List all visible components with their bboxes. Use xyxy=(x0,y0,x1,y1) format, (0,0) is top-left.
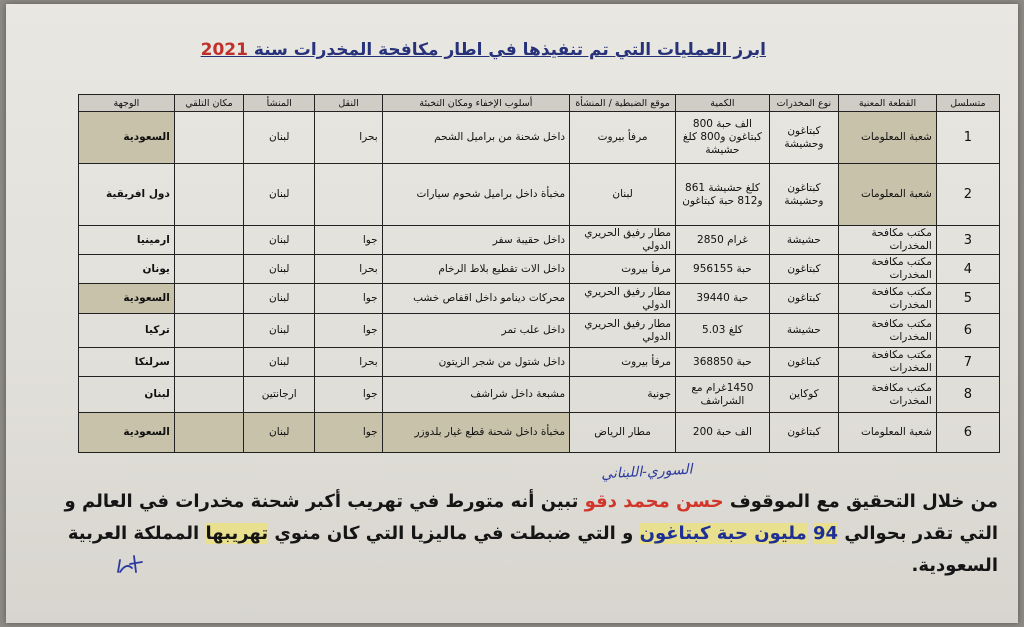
cell-quantity: كلغ حشيشة 861 و812 حبة كبتاغون xyxy=(676,164,770,226)
seizure-amount: 94 xyxy=(813,523,839,544)
cell-quantity: 1450غرام مع الشراشف xyxy=(676,377,770,413)
cell-destination: ارمينيا xyxy=(79,226,175,255)
smuggle-word: تهريبها xyxy=(205,523,269,544)
cell-seizure-location: جونية xyxy=(570,377,676,413)
cell-concealment: مشبعة داخل شراشف xyxy=(382,377,569,413)
paragraph-part-4: المملكة العربية السعودية. xyxy=(67,523,998,576)
cell-unit: شعبة المعلومات xyxy=(839,164,937,226)
cell-receiving-place xyxy=(174,255,243,284)
table-row xyxy=(79,226,1000,255)
header-drug-type: نوع المخدرات xyxy=(769,95,838,112)
table-row xyxy=(79,413,1000,453)
cell-origin: لبنان xyxy=(244,284,315,314)
header-serial: متسلسل xyxy=(936,95,999,112)
cell-unit: مكتب مكافحة المخدرات xyxy=(839,255,937,284)
header-origin: المنشأ xyxy=(244,95,315,112)
cell-serial: 6 xyxy=(936,413,999,453)
cell-transport: جوا xyxy=(315,314,382,348)
cell-receiving-place xyxy=(174,284,243,314)
cell-transport: بحرا xyxy=(315,255,382,284)
cell-receiving-place xyxy=(174,348,243,377)
cell-receiving-place xyxy=(174,112,243,164)
cell-transport: جوا xyxy=(315,377,382,413)
cell-drug-type: حشيشة xyxy=(769,314,838,348)
cell-destination: يونان xyxy=(79,255,175,284)
table-row xyxy=(79,377,1000,413)
cell-destination: السعودية xyxy=(79,413,175,453)
cell-receiving-place xyxy=(174,413,243,453)
cell-serial: 7 xyxy=(936,348,999,377)
cell-origin: لبنان xyxy=(244,226,315,255)
document-title xyxy=(200,40,766,62)
paragraph-part-1: من خلال التحقيق مع الموقوف xyxy=(729,491,998,512)
cell-serial: 6 xyxy=(936,314,999,348)
table-row xyxy=(79,314,1000,348)
cell-seizure-location: لبنان xyxy=(570,164,676,226)
cell-concealment: داخل علب تمر xyxy=(382,314,569,348)
cell-quantity: كلغ 5.03 xyxy=(676,314,770,348)
cell-origin: لبنان xyxy=(244,413,315,453)
cell-seizure-location: مطار الرياض xyxy=(570,413,676,453)
cell-serial: 8 xyxy=(936,377,999,413)
cell-unit: مكتب مكافحة المخدرات xyxy=(839,314,937,348)
header-seizure-location: موقع الضبطية / المنشأة xyxy=(570,95,676,112)
cell-origin: ارجانتين xyxy=(244,377,315,413)
header-receiving-place: مكان التلقي xyxy=(174,95,243,112)
cell-origin: لبنان xyxy=(244,164,315,226)
header-destination: الوجهة xyxy=(79,95,175,112)
cell-unit: مكتب مكافحة المخدرات xyxy=(839,226,937,255)
header-concealment: أسلوب الإخفاء ومكان التخبئة xyxy=(382,95,569,112)
cell-unit: مكتب مكافحة المخدرات xyxy=(839,377,937,413)
cell-concealment: داخل شتول من شجر الزيتون xyxy=(382,348,569,377)
cell-receiving-place xyxy=(174,164,243,226)
cell-unit: شعبة المعلومات xyxy=(839,112,937,164)
cell-origin: لبنان xyxy=(244,314,315,348)
title-year: 2021 xyxy=(200,40,248,60)
cell-drug-type: حشيشة xyxy=(769,226,838,255)
cell-concealment: محركات دينامو داخل اقفاص خشب xyxy=(382,284,569,314)
header-unit: القطعة المعنية xyxy=(839,95,937,112)
title-text: ابرز العمليات التي تم تنفيذها في اطار مكافحة المخدرات سنة xyxy=(253,40,766,60)
investigation-paragraph xyxy=(46,486,998,616)
cell-quantity: الف حبة 800 كبتاغون و800 كلغ حشيشة xyxy=(676,112,770,164)
cell-quantity: غرام 2850 xyxy=(676,226,770,255)
cell-seizure-location: مطار رفيق الحريري الدولي xyxy=(570,226,676,255)
cell-seizure-location: مطار رفيق الحريري الدولي xyxy=(570,284,676,314)
cell-unit: مكتب مكافحة المخدرات xyxy=(839,348,937,377)
cell-drug-type: كبتاغون xyxy=(769,348,838,377)
handwritten-annotation: السوري-اللبناني xyxy=(600,461,693,483)
cell-transport: بحرا xyxy=(315,348,382,377)
header-quantity: الكمية xyxy=(676,95,770,112)
header-transport: النقل xyxy=(315,95,382,112)
cell-quantity: الف حبة 200 xyxy=(676,413,770,453)
cell-origin: لبنان xyxy=(244,348,315,377)
cell-unit: مكتب مكافحة المخدرات xyxy=(839,284,937,314)
table-row xyxy=(79,255,1000,284)
cell-seizure-location: مرفأ بيروت xyxy=(570,112,676,164)
cell-concealment: داخل شحنة من براميل الشحم xyxy=(382,112,569,164)
cell-transport: جوا xyxy=(315,226,382,255)
cell-serial: 5 xyxy=(936,284,999,314)
paragraph-part-3: و التي ضبطت في ماليزيا التي كان منوي xyxy=(274,523,634,544)
cell-quantity: حبة 368850 xyxy=(676,348,770,377)
cell-unit: شعبة المعلومات xyxy=(839,413,937,453)
operations-table xyxy=(78,94,1000,453)
cell-origin: لبنان xyxy=(244,255,315,284)
cell-destination: تركيا xyxy=(79,314,175,348)
cell-serial: 1 xyxy=(936,112,999,164)
cell-serial: 2 xyxy=(936,164,999,226)
cell-serial: 4 xyxy=(936,255,999,284)
seizure-pills: مليون حبة كبتاغون xyxy=(639,523,807,544)
cell-transport: جوا xyxy=(315,413,382,453)
cell-concealment: مخبأة داخل براميل شحوم سيارات xyxy=(382,164,569,226)
table-row xyxy=(79,164,1000,226)
cell-destination: دول افريقية xyxy=(79,164,175,226)
cell-receiving-place xyxy=(174,226,243,255)
cell-quantity: حبة 956155 xyxy=(676,255,770,284)
cell-concealment: داخل حقيبة سفر xyxy=(382,226,569,255)
cell-concealment: مخبأة داخل شحنة قطع غيار بلدوزر xyxy=(382,413,569,453)
cell-destination: سرلنكا xyxy=(79,348,175,377)
suspect-name: حسن محمد دقو xyxy=(584,491,724,512)
cell-drug-type: كبتاغون وحشيشة xyxy=(769,112,838,164)
cell-drug-type: كبتاغون xyxy=(769,413,838,453)
paragraph-part-2: تبين أنه متورط في تهريب أكبر شحنة مخدرات في العالم و التي تقدر بحوالي xyxy=(64,491,998,544)
table-row xyxy=(79,284,1000,314)
cell-transport: جوا xyxy=(315,284,382,314)
cell-destination: السعودية xyxy=(79,112,175,164)
cell-serial: 3 xyxy=(936,226,999,255)
cell-destination: السعودية xyxy=(79,284,175,314)
cell-transport: بحرا xyxy=(315,112,382,164)
document-page xyxy=(6,4,1018,623)
cell-receiving-place xyxy=(174,314,243,348)
cell-seizure-location: مرفأ بيروت xyxy=(570,255,676,284)
cell-seizure-location: مطار رفيق الحريري الدولي xyxy=(570,314,676,348)
table-row xyxy=(79,112,1000,164)
cell-destination: لبنان xyxy=(79,377,175,413)
cell-receiving-place xyxy=(174,377,243,413)
cell-origin: لبنان xyxy=(244,112,315,164)
cell-concealment: داخل الات تقطيع بلاط الرخام xyxy=(382,255,569,284)
cell-transport xyxy=(315,164,382,226)
table-row xyxy=(79,348,1000,377)
table-header-row xyxy=(79,95,1000,112)
cell-drug-type: كوكاين xyxy=(769,377,838,413)
cell-drug-type: كبتاغون xyxy=(769,284,838,314)
cell-drug-type: كبتاغون xyxy=(769,255,838,284)
cell-drug-type: كبتاغون وحشيشة xyxy=(769,164,838,226)
cell-quantity: حبة 39440 xyxy=(676,284,770,314)
cell-seizure-location: مرفأ بيروت xyxy=(570,348,676,377)
